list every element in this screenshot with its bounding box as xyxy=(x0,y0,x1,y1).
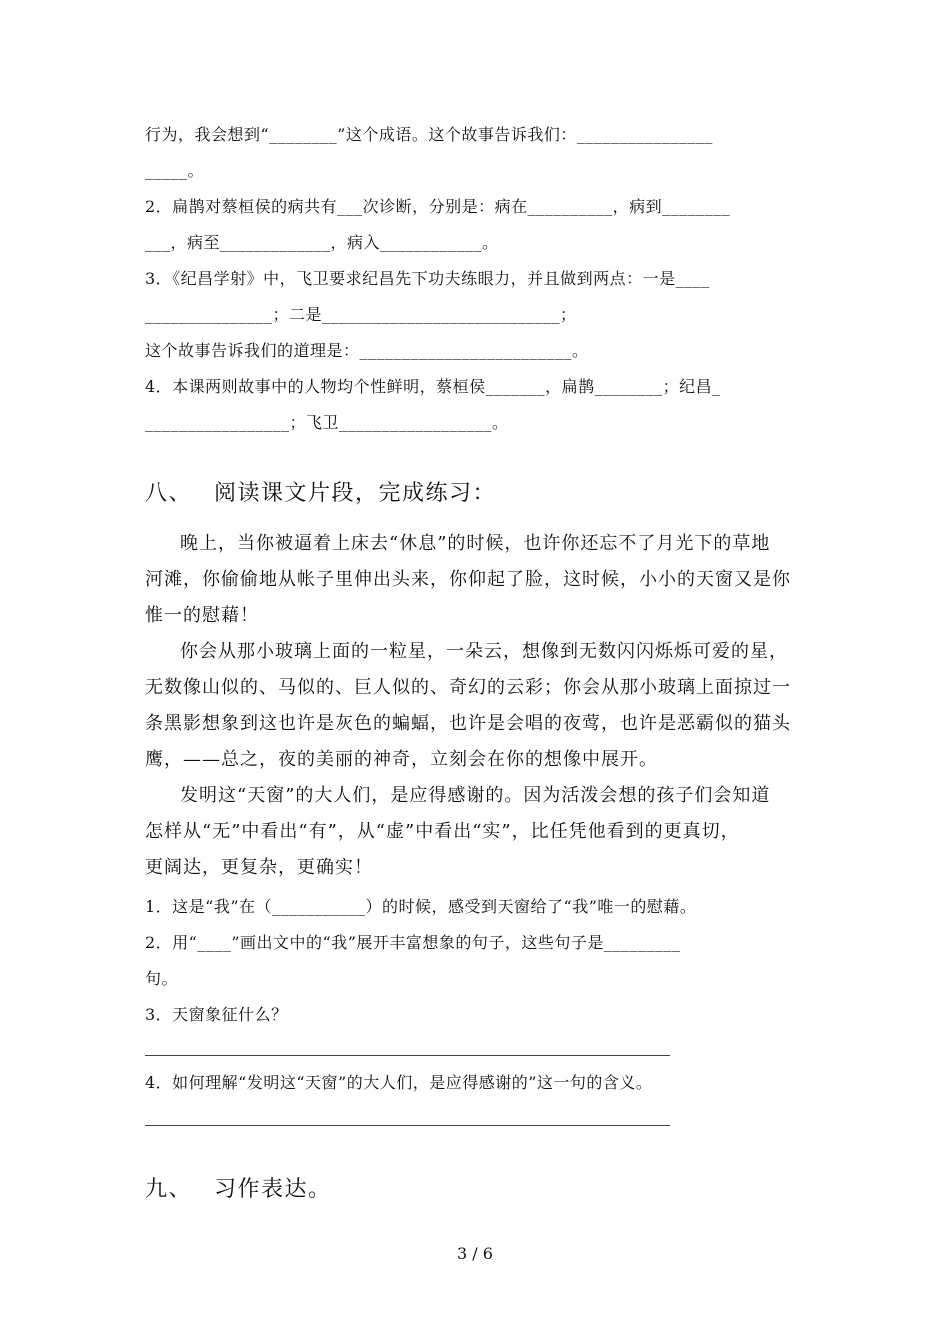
question-7-2-line-1: 2．扁鹊对蔡桓侯的病共有___次诊断，分别是：病在__________，病到________ xyxy=(145,197,731,216)
line-1: 行为，我会想到“________”这个成语。这个故事告诉我们：________________ xyxy=(145,125,713,144)
passage-line: 条黑影想象到这也许是灰色的蝙蝠，也许是会唱的夜莺，也许是恶霸似的猫头 xyxy=(145,713,791,734)
section-8-title: 阅读课文片段，完成练习： xyxy=(214,481,497,506)
question-7-2-line-2: ___，病至_____________，病入____________。 xyxy=(145,233,499,252)
question-8-2-line-1: 2．用“____”画出文中的“我”展开丰富想象的句子，这些句子是_________ xyxy=(145,933,681,952)
passage-line: 惟一的慰藉！ xyxy=(145,605,259,626)
passage-line: 河滩，你偷偷地从帐子里伸出头来，你仰起了脸，这时候，小小的天窗又是你 xyxy=(145,569,791,590)
section-8-number: 八、 xyxy=(145,481,193,506)
passage-line: 发明这“天窗”的大人们，是应得感谢的。因为活泼会想的孩子们会知道 xyxy=(180,785,771,806)
question-8-3: 3．天窗象征什么？ xyxy=(145,1005,288,1024)
passage-line: 更阔达，更复杂，更确实！ xyxy=(145,857,373,878)
passage-line: 怎样从“无”中看出“有”，从“虚”中看出“实”，比任凭他看到的更真切， xyxy=(145,821,740,842)
passage-line: 鹰，——总之，夜的美丽的神奇，立刻会在你的想像中展开。 xyxy=(145,749,658,770)
section-9-title: 习作表达。 xyxy=(214,1177,332,1202)
section-8-heading xyxy=(145,480,496,508)
section-9-heading xyxy=(145,1176,332,1204)
page-number: 3 / 6 xyxy=(457,1244,493,1263)
question-7-4-line-2: _________________；飞卫__________________。 xyxy=(145,413,509,432)
passage-line: 晚上，当你被逼着上床去“休息”的时候，也许你还忘不了月光下的草地 xyxy=(180,533,771,554)
question-8-4: 4．如何理解“发明这“天窗”的大人们，是应得感谢的”这一句的含义。 xyxy=(145,1073,653,1092)
question-7-4-line-1: 4．本课两则故事中的人物均个性鲜明，蔡桓侯_______，扁鹊________；纪昌_ xyxy=(145,377,721,396)
question-7-3-line-2: _______________；二是____________________________； xyxy=(145,305,577,324)
answer-line-q4 xyxy=(145,1125,670,1126)
question-7-3-line-1: 3．《纪昌学射》中，飞卫要求纪昌先下功夫练眼力，并且做到两点：一是____ xyxy=(145,269,710,288)
passage-line: 无数像山似的、马似的、巨人似的、奇幻的云彩；你会从那小玻璃上面掠过一 xyxy=(145,677,791,698)
line-2: _____。 xyxy=(145,161,205,180)
section-9-number: 九、 xyxy=(145,1177,193,1202)
answer-line-q3 xyxy=(145,1055,670,1056)
question-8-2-line-2: 句。 xyxy=(145,969,179,988)
question-8-1: 1．这是“我”在（___________）的时候，感受到天窗给了“我”唯一的慰藉。 xyxy=(145,897,697,916)
passage-line: 你会从那小玻璃上面的一粒星，一朵云，想像到无数闪闪烁烁可爱的星， xyxy=(180,641,788,662)
question-7-3-line-3: 这个故事告诉我们的道理是：_________________________。 xyxy=(145,341,589,360)
